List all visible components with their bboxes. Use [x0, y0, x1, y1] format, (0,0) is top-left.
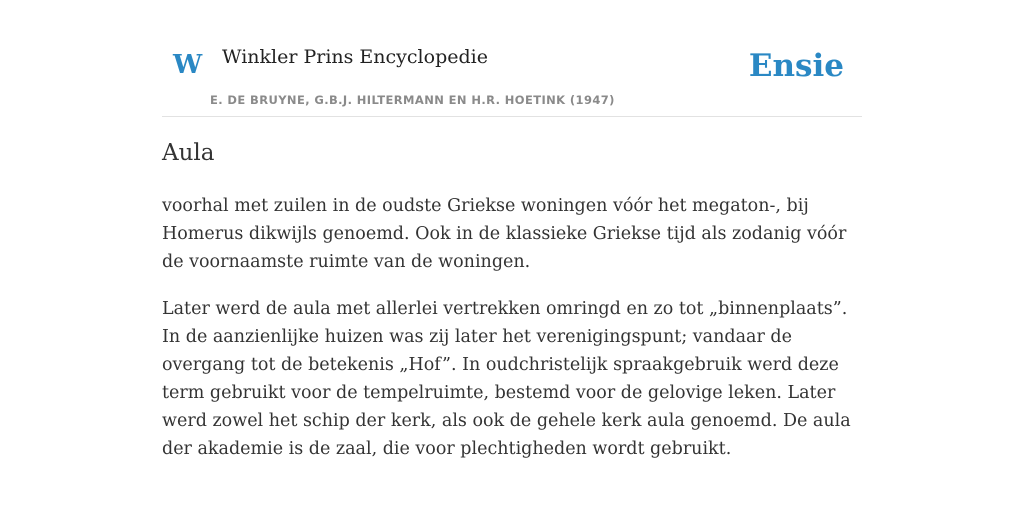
publication-authors: E. DE BRUYNE, G.B.J. HILTERMANN EN H.R. HOETINK (1947) [210, 93, 615, 107]
entry-paragraph: Later werd de aula met allerlei vertrekken omringd en zo tot „binnenplaats”. In de aanzienlijke huizen was zij later het verenigingspunt; vandaar de overgang tot de betekenis „Hof”. In oudchristelijk spraakgebruik werd deze term gebruikt voor de tempelruimte, bestemd voor de gelovige leken. Later werd zowel het schip der kerk, als ook de gehele kerk aula genoemd. De aula der akademie is de zaal, die voor plechtigheden wordt gebruikt. [162, 299, 851, 459]
publication-logo[interactable]: W [173, 50, 203, 80]
encyclopedia-header [162, 40, 862, 117]
entry-title: Aula [162, 140, 215, 166]
entry-paragraph: voorhal met zuilen in de oudste Griekse woningen vóór het megaton-, bij Homerus dikwijls genoemd. Ook in de klassieke Griekse tijd als zodanig vóór de voornaamste ruimte van de woningen. [162, 196, 847, 272]
entry-body [162, 192, 862, 482]
publication-title[interactable]: Winkler Prins Encyclopedie [222, 46, 488, 68]
brand-logo-link[interactable]: Ensie [748, 48, 844, 84]
